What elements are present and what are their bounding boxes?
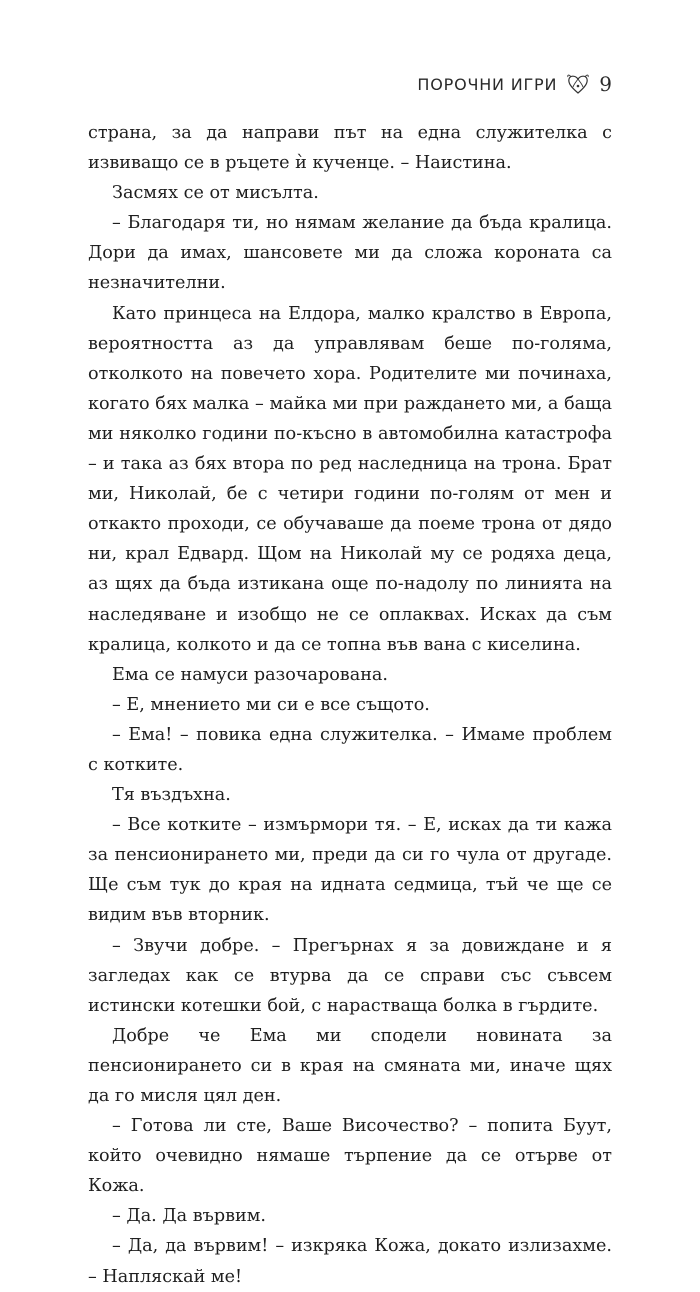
paragraph: – Благодаря ти, но нямам желание да бъда кралица. Дори да имах, шансовете ми да сложа короната са незначителни. <box>88 213 612 294</box>
paragraph: – Звучи добре. – Прегърнах я за довиждане и я загледах как се втурва да се справи със съвсем истински котешки бой, с нарастваща болка в гърдите. <box>88 935 612 1016</box>
paragraph: – Да, да вървим! – изкряка Кожа, докато излизахме. – Напляскай ме! <box>88 1236 612 1287</box>
paragraph: Тя въздъхна. <box>112 785 231 806</box>
paragraph: – Ема! – повика една служителка. – Имаме проблем с котките. <box>88 724 612 775</box>
paragraph: Добре че Ема ми сподели новината за пенсионирането си в края на смяната ми, иначе щях да го мисля цял ден. <box>88 1025 612 1106</box>
body-text <box>88 118 612 1292</box>
paragraph: – Готова ли сте, Ваше Височество? – попита Буут, който очевидно нямаше търпение да се отърве от Кожа. <box>88 1116 612 1197</box>
paragraph: Засмях се от мисълта. <box>112 183 319 204</box>
paragraph: – Е, мнението ми си е все същото. <box>112 694 430 715</box>
paragraph: – Все котките – измърмори тя. – Е, исках да ти кажа за пенсионирането ми, преди да си го чула от другаде. Ще съм тук до края на идната седмица, тъй че ще се видим във вторник. <box>88 815 612 926</box>
paragraph: Ема се намуси разочарована. <box>112 664 389 685</box>
page-number: 9 <box>599 72 612 96</box>
paragraph: страна, за да направи път на една служителка с извиващо се в ръцете ѝ кученце. – Наистина. <box>88 123 612 174</box>
paragraph: Като принцеса на Елдора, малко кралство в Европа, вероятността аз да управлявам беше по-голяма, отколкото на повечето хора. Родителите ми починаха, когато бях малка – майка ми при раждането ми, а баща ми няколко години по-късно в автомобилна катастрофа – и така аз бях втора по ред наследница на трона. Брат ми, Николай, бе с четири години по-голям от мен и откакто проходи, се обучаваше да поеме трона от дядо ни, крал Едвард. Щом на Николай му се родяха деца, аз щях да бъда изтикана още по-надолу по линията на наследяване и изобщо не се оплаквах. Исках да съм кралица, колкото и да се топна във вана с киселина. <box>88 303 612 655</box>
heart-flourish-icon <box>565 72 591 96</box>
running-title: ПОРОЧНИ ИГРИ <box>417 74 558 94</box>
paragraph: – Да. Да вървим. <box>112 1206 267 1227</box>
running-header <box>417 72 612 96</box>
